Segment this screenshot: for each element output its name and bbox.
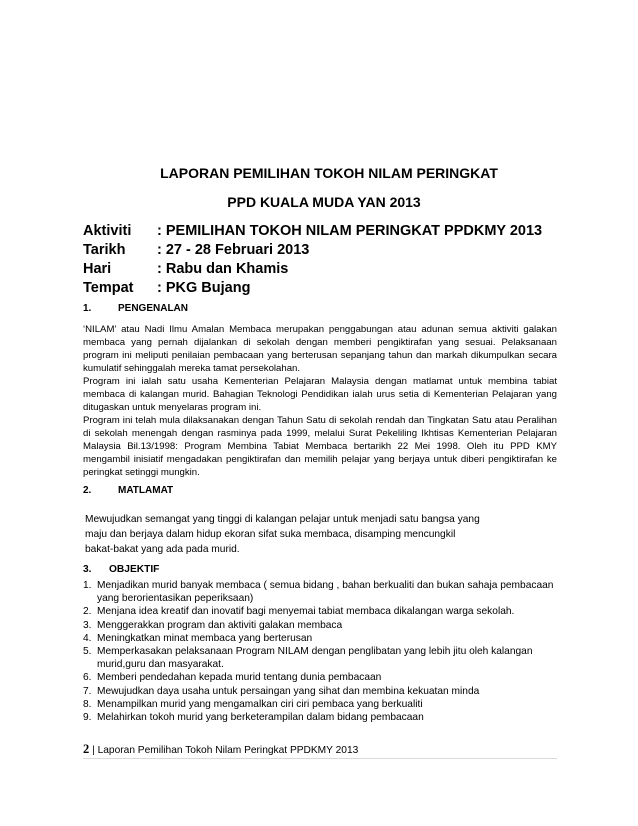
meta-row-aktiviti <box>83 222 542 241</box>
section-number: 1. <box>83 303 92 314</box>
item-number: 3. <box>83 619 92 631</box>
list-item <box>83 671 563 684</box>
section-title: OBJEKTIF <box>109 564 160 575</box>
meta-value: : 27 - 28 Februari 2013 <box>157 242 310 258</box>
footer-divider <box>83 758 557 759</box>
section-title: PENGENALAN <box>118 303 189 314</box>
meta-key: Aktiviti <box>83 223 132 239</box>
report-title: LAPORAN PEMILIHAN TOKOH NILAM PERINGKAT <box>160 165 498 181</box>
matlamat-line: maju dan berjaya dalam hidup ekoran sifat suka membaca, disamping mencungkil <box>85 529 456 540</box>
section-heading-matlamat <box>83 485 173 496</box>
matlamat-line: bakat-bakat yang ada pada murid. <box>85 544 240 555</box>
section-number: 2. <box>83 485 92 496</box>
footer-text: Laporan Pemilihan Tokoh Nilam Peringkat PPDKMY 2013 <box>97 745 359 756</box>
report-meta <box>83 222 542 298</box>
item-number: 1. <box>83 580 92 591</box>
page-number: 2 <box>83 742 90 756</box>
item-number: 9. <box>83 712 92 724</box>
item-text: Melahirkan tokoh murid yang berketerampilan dalam bidang pembacaan <box>97 712 424 724</box>
meta-key: Hari <box>83 261 112 277</box>
item-text: Menampilkan murid yang mengamalkan ciri ciri pembaca yang berkualiti <box>97 698 423 710</box>
intro-paragraph: ‘NILAM’ atau Nadi Ilmu Amalan Membaca merupakan penggabungan atau adunan semua aktiviti galakan membaca yang pernah dijalankan di sekolah dengan memberi pengiktirafan yang sesuai. Pelaksanaan program ini meliputi penilaian pembacaan yang berterusan sepanjang tahun dan markah dikumpulkan secara kumulatif sehinggalah mereka tamat persekolahan. <box>83 324 557 374</box>
list-item <box>83 645 563 671</box>
meta-row-tarikh <box>83 241 542 260</box>
meta-value: : PKG Bujang <box>157 280 251 296</box>
meta-key: Tempat <box>83 280 134 296</box>
list-item <box>83 685 563 698</box>
section-number: 3. <box>83 564 92 575</box>
item-text: Mewujudkan daya usaha untuk persaingan yang sihat dan membina kekuatan minda <box>97 685 480 697</box>
list-item <box>83 711 563 724</box>
list-item <box>83 698 563 711</box>
item-number: 5. <box>83 646 92 658</box>
item-text: Meningkatkan minat membaca yang berterusan <box>97 632 313 644</box>
matlamat-line: Mewujudkan semangat yang tinggi di kalangan pelajar untuk menjadi satu bangsa yang <box>85 514 480 525</box>
meta-row-tempat <box>83 279 542 298</box>
list-item <box>83 605 563 618</box>
meta-value: : Rabu dan Khamis <box>157 261 289 277</box>
item-number: 6. <box>83 672 92 684</box>
list-item <box>83 579 563 605</box>
item-text: Menggerakkan program dan aktiviti galakan membaca <box>97 619 343 631</box>
intro-text <box>83 323 557 479</box>
section-heading-objektif <box>83 564 159 575</box>
item-number: 7. <box>83 685 92 697</box>
report-subtitle: PPD KUALA MUDA YAN 2013 <box>227 194 421 210</box>
objektif-list <box>83 579 563 724</box>
item-number: 4. <box>83 632 92 644</box>
meta-row-hari <box>83 260 542 279</box>
item-text: Memperkasakan pelaksanaan Program NILAM dengan penglibatan yang lebih jitu oleh kalangan murid,guru dan masyarakat. <box>97 646 533 671</box>
list-item <box>83 619 563 632</box>
meta-key: Tarikh <box>83 242 126 258</box>
list-item <box>83 632 563 645</box>
intro-paragraph: Program ini ialah satu usaha Kementerian Pelajaran Malaysia dengan matlamat untuk membina tabiat membaca di kalangan murid. Bahagian Teknologi Pendidikan ialah urus setia di Kementerian Pelajaran yang ditugaskan untuk menyelaras program ini. <box>83 376 557 413</box>
item-number: 8. <box>83 698 92 710</box>
page-footer <box>83 742 358 757</box>
item-text: Memberi pendedahan kepada murid tentang dunia pembacaan <box>97 672 382 684</box>
meta-value: : PEMILIHAN TOKOH NILAM PERINGKAT PPDKMY 2013 <box>157 223 543 239</box>
item-text: Menjana idea kreatif dan inovatif bagi menyemai tabiat membaca dikalangan warga sekolah. <box>97 606 515 618</box>
intro-paragraph: Program ini telah mula dilaksanakan dengan Tahun Satu di sekolah rendah dan Tingkatan Satu atau Peralihan di sekolah menengah dengan rasminya pada 1999, melalui Surat Pekeliling Ikhtisas Kementerian Pelajaran Malaysia Bil.13/1998: Program Membina Tabiat Membaca bertarikh 22 Mei 1998. Oleh itu PPD KMY mengambil inisiatif mengadakan pengiktirafan dan memilih pelajar yang berjaya untuk diberi pengiktirafan ke peringkat setinggi mungkin. <box>83 415 557 478</box>
matlamat-text <box>85 512 480 557</box>
item-number: 2. <box>83 606 92 618</box>
section-title: MATLAMAT <box>118 485 174 496</box>
footer-separator: | <box>92 745 95 756</box>
item-text: Menjadikan murid banyak membaca ( semua bidang , bahan berkualiti dan bukan sahaja pembacaan yang berorientasikan peperiksaan) <box>97 580 554 605</box>
section-heading-pengenalan <box>83 303 188 314</box>
